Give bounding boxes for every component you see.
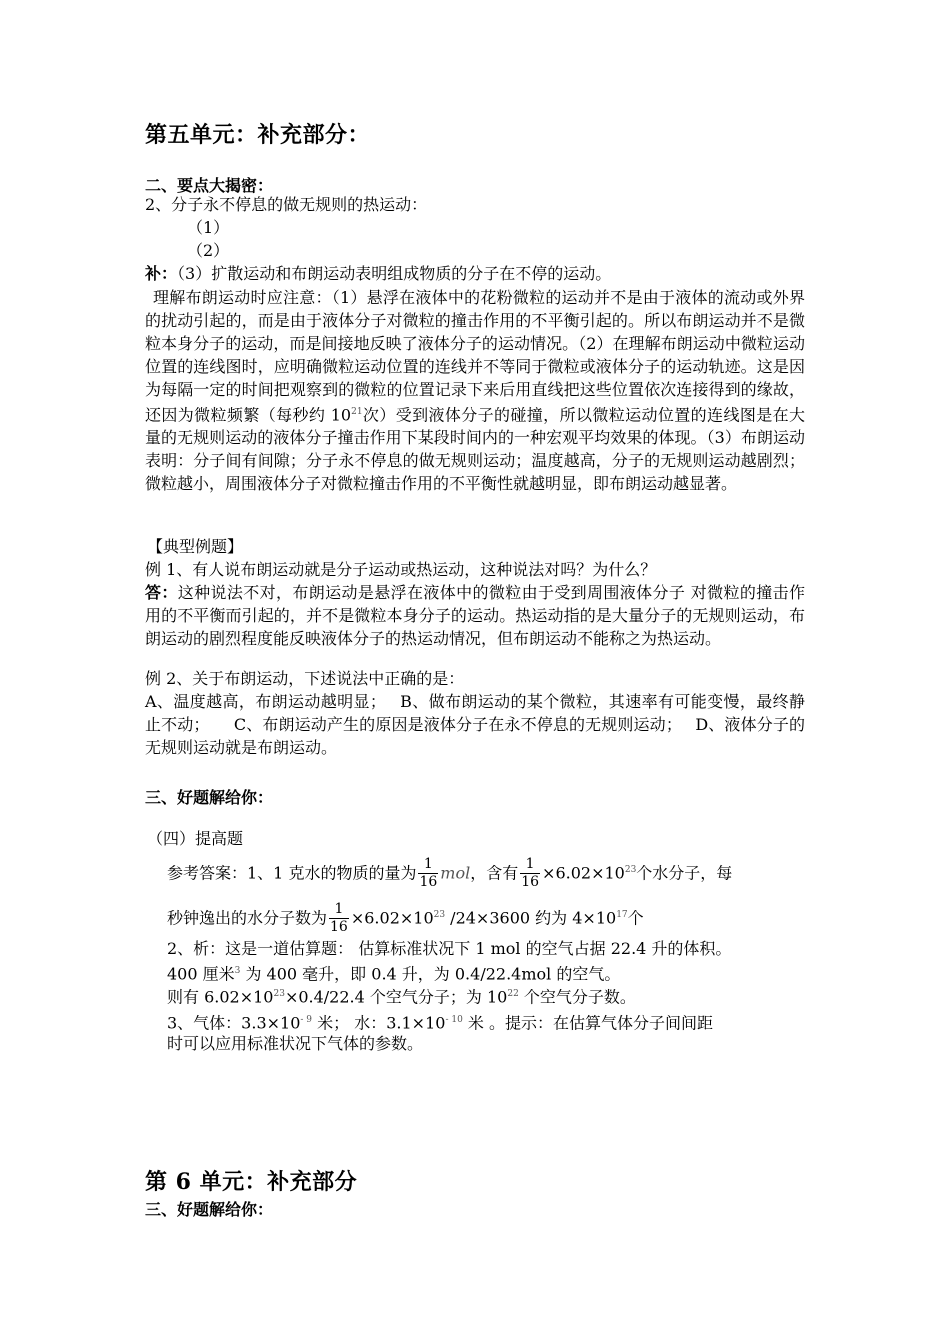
- unit6-section3-heading: 三、好题解给你：: [145, 1200, 274, 1219]
- section3-heading: 三、好题解给你：: [145, 788, 274, 807]
- superscript-23: 23: [624, 865, 637, 875]
- a2-line2-text-a: 400 厘米: [167, 964, 235, 984]
- answer3-line2: 时可以应用标准状况下气体的参数。: [167, 1034, 424, 1053]
- fraction-one-sixteenth: [418, 856, 438, 891]
- ref1-text-c: ×6.02×10: [542, 863, 625, 883]
- ref2-text-a: 秒钟逸出的水分子数为: [167, 908, 328, 928]
- answer2-line2: [167, 960, 620, 985]
- point2-line: 2、分子永不停息的做无规则的热运动：: [145, 195, 428, 214]
- item2-line: （2）: [187, 241, 230, 260]
- fraction-denominator: 16: [521, 874, 540, 891]
- superscript-3: 3: [234, 966, 241, 976]
- answer3-line1: [167, 1009, 713, 1034]
- ref2-text-b: ×6.02×10: [350, 908, 434, 928]
- reference-answer-line2: [167, 893, 644, 940]
- ref2-text-d: 个: [627, 908, 644, 928]
- fraction-denominator: 16: [330, 919, 348, 936]
- answer2-line1: 2、析：这是一道估算题： 估算标准状况下 1 mol 的空气占据 22.4 升的体积。: [167, 939, 732, 958]
- unit6-title: 第 6 单元：补充部分: [145, 1169, 358, 1195]
- example2-options: A、温度越高，布朗运动越明显； B、做布朗运动的某个微粒，其速率有可能变慢，最终静止不动； C、布朗运动产生的原因是液体分子在永不停息的无规则运动； D、液体分子的无规则运动就是布朗运动。: [145, 692, 805, 757]
- example1-question: 例 1、有人说布朗运动就是分子运动或热运动，这种说法对吗？为什么？: [145, 560, 657, 579]
- a2-line3-text-c: 个空气分子数。: [518, 987, 636, 1007]
- item1-line: （1）: [187, 218, 230, 237]
- brownian-notes-text-b: 次）受到液体分子的碰撞，所以微粒运动位置的连线图是在大量的无规则运动的液体分子撞击作用下某段时间内的一种宏观平均效果的体现。（3）布朗运动表明：分子间有间隙；分子永不停息的做无规则运动；温度越高，分子的无规则运动越剧烈；微粒越小，周围液体分子对微粒撞击作用的不平衡性就越明显，即布朗运动越显著。: [145, 405, 805, 494]
- a2-line3-text-a: 则有 6.02×10: [167, 987, 274, 1007]
- fraction-numerator: 1: [418, 856, 438, 874]
- supplement-label: 补：: [145, 264, 178, 283]
- fraction-one-sixteenth: [520, 856, 540, 891]
- superscript-minus-10: - 10: [445, 1015, 463, 1025]
- reference-answer-line1: [167, 848, 732, 895]
- a2-line2-text-b: 为 400 毫升，即 0.4 升，为 0.4/22.4mol 的空气。: [240, 964, 621, 984]
- answer-label: 答：: [145, 583, 178, 602]
- answer2-line3: [167, 983, 636, 1008]
- example1-answer: [145, 581, 805, 650]
- examples-heading: 【典型例题】: [147, 537, 244, 556]
- a3-line1-text-b: 米； 水：3.1×10: [312, 1013, 446, 1033]
- improvement-subheading: （四）提高题: [147, 829, 244, 848]
- fraction-denominator: 16: [419, 874, 438, 891]
- ref1-text-d: 个水分子，每: [636, 863, 733, 883]
- section2-heading: 二、要点大揭密：: [145, 176, 274, 195]
- superscript-22: 22: [507, 989, 519, 999]
- ref1-text-b: ，含有: [470, 863, 519, 883]
- supplement-text: （3）扩散运动和布朗运动表明组成物质的分子在不停的运动。: [177, 264, 612, 283]
- ref2-text-c: /24×3600 约为 4×10: [445, 908, 617, 928]
- superscript-23: 23: [433, 910, 446, 920]
- superscript-17: 17: [616, 910, 628, 920]
- ref1-text-a: 参考答案：1、1 克水的物质的量为: [167, 863, 417, 883]
- fraction-numerator: 1: [329, 901, 349, 919]
- fraction-one-sixteenth: [329, 901, 349, 936]
- fraction-numerator: 1: [520, 856, 540, 874]
- supplement-line: [145, 262, 611, 285]
- superscript-23: 23: [273, 989, 285, 999]
- a2-line3-text-b: ×0.4/22.4 个空气分子；为 10: [284, 987, 508, 1007]
- example2-question: 例 2、关于布朗运动，下述说法中正确的是：: [145, 669, 465, 688]
- unit5-title: 第五单元：补充部分：: [145, 122, 371, 148]
- superscript-21: 21: [351, 407, 363, 417]
- a3-line1-text-a: 3、气体：3.3×10: [167, 1013, 301, 1033]
- mol-unit: mol: [440, 863, 471, 883]
- answer-text: 这种说法不对，布朗运动是悬浮在液体中的微粒由于受到周围液体分子 对微粒的撞击作用的不平衡而引起的，并不是微粒本身分子的运动。热运动指的是大量分子的无规则运动，布朗运动的剧烈程度能反映液体分子的热运动情况，但布朗运动不能称之为热运动。: [145, 583, 805, 648]
- superscript-minus-9: - 9: [300, 1015, 313, 1025]
- brownian-notes-paragraph: [145, 286, 805, 495]
- brownian-notes-text-a: 理解布朗运动时应注意：（1）悬浮在液体中的花粉微粒的运动并不是由于液体的流动或外界的扰动引起的，而是由于液体分子对微粒的撞击作用的不平衡引起的。所以布朗运动并不是微粒本身分子的运动，而是间接地反映了液体分子的运动情况。（2）在理解布朗运动中微粒运动位置的连线图时，应明确微粒运动位置的连线并不等同于微粒或液体分子的运动轨迹。这是因为每隔一定的时间把观察到的微粒的位置记录下来后用直线把这些位置依次连接得到的缘故，还因为微粒频繁（每秒约 10: [145, 288, 805, 425]
- a3-line1-text-c: 米 。提示：在估算气体分子间间距: [462, 1013, 713, 1033]
